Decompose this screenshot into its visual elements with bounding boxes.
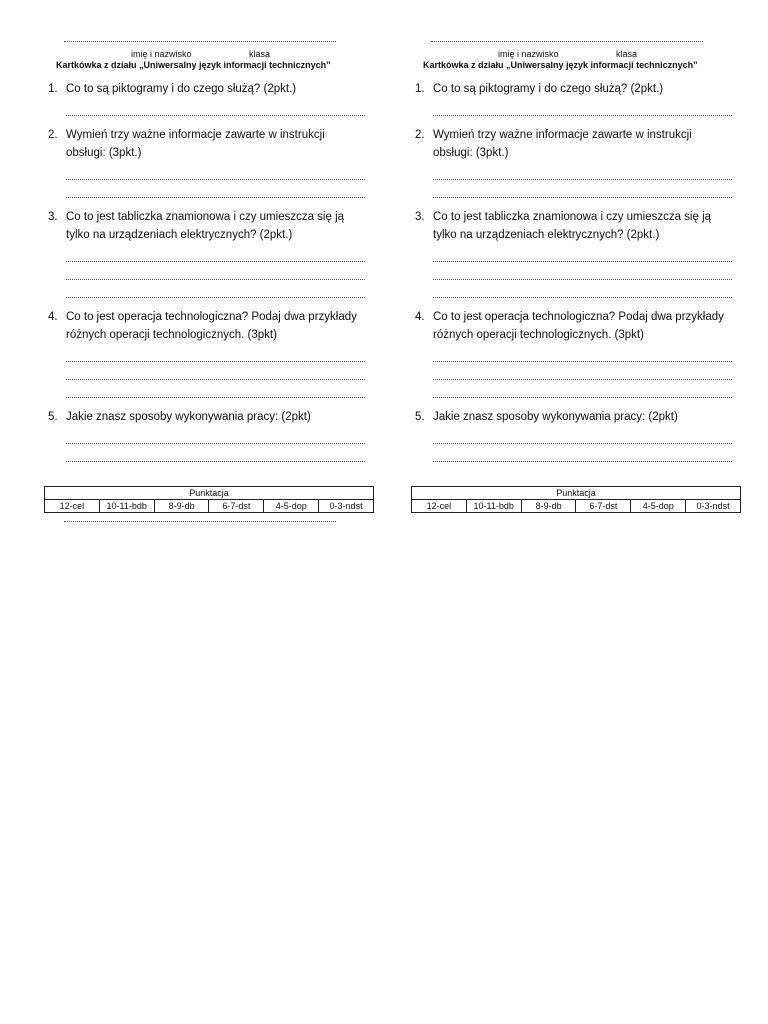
title-spacer [44, 70, 376, 80]
question [48, 308, 376, 344]
answer-line[interactable] [433, 244, 732, 262]
question-number: 3. [48, 211, 58, 223]
question-number: 2. [48, 129, 58, 141]
name-labels [411, 42, 743, 58]
quiz-title: Kartkówka z działu „Uniwersalny język informacji technicznych” [423, 60, 698, 70]
question-block [44, 208, 376, 308]
question-block [44, 308, 376, 408]
question-number: 4. [415, 311, 425, 323]
question [415, 208, 743, 244]
question-gap [411, 198, 743, 208]
answer-line[interactable] [433, 280, 732, 298]
name-label: imię i nazwisko [498, 49, 559, 59]
answer-line[interactable] [66, 344, 365, 362]
quiz-title: Kartkówka z działu „Uniwersalny język informacji technicznych” [56, 60, 331, 70]
answer-line[interactable] [66, 98, 365, 116]
question [48, 126, 376, 162]
answer-line[interactable] [66, 280, 365, 298]
answer-line[interactable] [433, 344, 732, 362]
score-cell: 4-5-dop [631, 500, 686, 513]
question-gap [411, 462, 743, 472]
title-spacer [411, 70, 743, 80]
answer-line[interactable] [433, 426, 732, 444]
answer-line[interactable] [66, 426, 365, 444]
table-spacer [44, 472, 376, 486]
name-labels [44, 42, 376, 58]
answer-line[interactable] [66, 180, 365, 198]
score-header-row [45, 487, 374, 500]
score-cell: 6-7-dst [209, 500, 264, 513]
question-number: 4. [48, 311, 58, 323]
question [415, 308, 743, 344]
score-cell: 4-5-dop [264, 500, 319, 513]
question-gap [411, 298, 743, 308]
question [415, 80, 743, 98]
answer-line[interactable] [433, 444, 732, 462]
question-text: Co to są piktogramy i do czego służą? (2pkt.) [433, 83, 664, 95]
question [48, 80, 376, 98]
question-block [411, 126, 743, 208]
question-text: Wymień trzy ważne informacje zawarte w instrukcji obsługi: (3pkt.) [433, 129, 692, 159]
question-block [44, 126, 376, 208]
quiz-sheet-right [411, 0, 743, 513]
class-label: klasa [249, 49, 271, 59]
question-gap [44, 462, 376, 472]
question-text: Jakie znasz sposoby wykonywania pracy: (2pkt) [66, 411, 311, 423]
score-row [45, 500, 374, 513]
question-gap [411, 398, 743, 408]
answer-line[interactable] [66, 444, 365, 462]
answer-line[interactable] [66, 244, 365, 262]
question-text: Co to jest tabliczka znamionowa i czy umieszcza się ją tylko na urządzeniach elektrycznych? (2pkt.) [66, 211, 345, 241]
name-label: imię i nazwisko [131, 49, 192, 59]
answer-line[interactable] [433, 362, 732, 380]
question-text: Co to jest operacja technologiczna? Podaj dwa przykłady różnych operacji technologicznych. (3pkt) [433, 311, 724, 341]
question-number: 2. [415, 129, 425, 141]
question-block [411, 208, 743, 308]
score-cell: 6-7-dst [576, 500, 631, 513]
score-cell: 0-3-ndst [319, 500, 374, 513]
score-table [44, 486, 374, 513]
score-cell: 10-11-bdb [99, 500, 154, 513]
class-label: klasa [616, 49, 638, 59]
score-header: Punktacja [412, 487, 741, 500]
question [48, 208, 376, 244]
score-table [411, 486, 741, 513]
question-block [411, 308, 743, 408]
answer-line[interactable] [66, 362, 365, 380]
score-cell: 8-9-db [521, 500, 576, 513]
score-cell: 12-cel [412, 500, 467, 513]
question-text: Co to są piktogramy i do czego służą? (2pkt.) [66, 83, 297, 95]
question [415, 408, 743, 426]
question-number: 5. [415, 411, 425, 423]
question-block [411, 80, 743, 126]
footer-dotted-line [64, 521, 336, 522]
question-number: 1. [415, 83, 425, 95]
answer-line[interactable] [433, 262, 732, 280]
question-gap [44, 398, 376, 408]
question-gap [411, 116, 743, 126]
question-text: Jakie znasz sposoby wykonywania pracy: (2pkt) [433, 411, 678, 423]
answer-line[interactable] [433, 180, 732, 198]
answer-line[interactable] [433, 162, 732, 180]
question-text: Co to jest tabliczka znamionowa i czy umieszcza się ją tylko na urządzeniach elektrycznych? (2pkt.) [433, 211, 712, 241]
score-cell: 10-11-bdb [466, 500, 521, 513]
score-row [412, 500, 741, 513]
answer-line[interactable] [433, 98, 732, 116]
question [415, 126, 743, 162]
question-gap [44, 116, 376, 126]
question-text: Co to jest operacja technologiczna? Podaj dwa przykłady różnych operacji technologicznych. (3pkt) [66, 311, 357, 341]
question-text: Wymień trzy ważne informacje zawarte w instrukcji obsługi: (3pkt.) [66, 129, 325, 159]
score-cell: 0-3-ndst [686, 500, 741, 513]
question [48, 408, 376, 426]
table-spacer [411, 472, 743, 486]
answer-line[interactable] [66, 380, 365, 398]
question-block [44, 80, 376, 126]
question-number: 3. [415, 211, 425, 223]
score-header-row [412, 487, 741, 500]
question-gap [44, 198, 376, 208]
answer-line[interactable] [66, 262, 365, 280]
question-block [411, 408, 743, 472]
question-block [44, 408, 376, 472]
quiz-sheet-left [44, 0, 376, 522]
question-gap [44, 298, 376, 308]
answer-line[interactable] [66, 162, 365, 180]
question-number: 1. [48, 83, 58, 95]
score-cell: 8-9-db [154, 500, 209, 513]
score-cell: 12-cel [45, 500, 100, 513]
answer-line[interactable] [433, 380, 732, 398]
score-header: Punktacja [45, 487, 374, 500]
question-number: 5. [48, 411, 58, 423]
